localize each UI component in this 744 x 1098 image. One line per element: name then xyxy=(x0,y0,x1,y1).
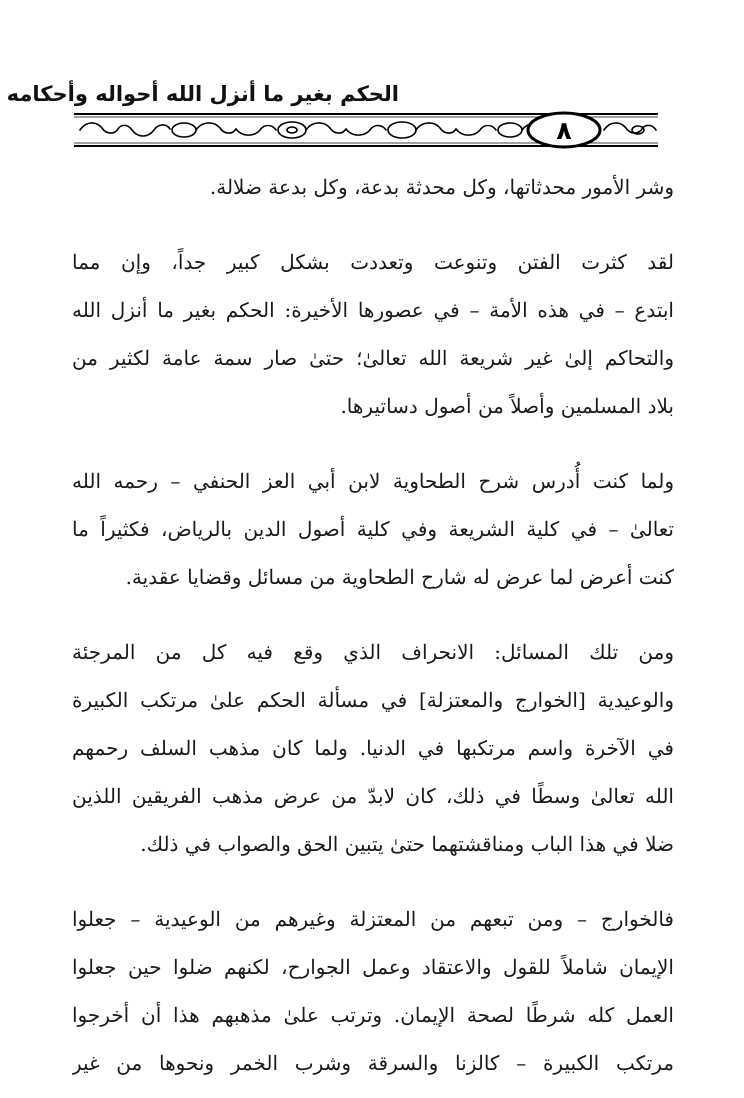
body-text xyxy=(72,163,674,1087)
text-line: في الآخرة واسم مرتكبها في الدنيا. ولما كان مذهب السلف رحمهم xyxy=(72,736,674,760)
text-line: ومن تلك المسائل: الانحراف الذي وقع فيه كل من المرجئة xyxy=(72,640,674,664)
text-line: كنت أعرض لما عرض له شارح الطحاوية من مسائل وقضايا عقدية. xyxy=(125,565,674,589)
text-line: بلاد المسلمين وأصلاً من أصول دساتيرها. xyxy=(340,394,674,418)
text-line: ابتدع – في هذه الأمة – في عصورها الأخيرة: الحكم بغير ما أنزل الله xyxy=(72,298,674,322)
text-line: والتحاكم إلىٰ غير شريعة الله تعالىٰ؛ حتىٰ صار سمة عامة لكثير من xyxy=(72,346,674,370)
text-line: الإيمان شاملاً للقول والاعتقاد وعمل الجوارح، لكنهم ضلوا حين جعلوا xyxy=(72,955,674,979)
paragraph xyxy=(72,457,674,601)
text-line: الله تعالىٰ وسطًا في ذلك، كان لابدّ من عرض مذهب الفريقين اللذين xyxy=(72,784,674,808)
text-line: لقد كثرت الفتن وتنوعت وتعددت بشكل كبير جداً، وإن مما xyxy=(72,250,674,274)
paragraph xyxy=(72,163,674,211)
text-line: ضلا في هذا الباب ومناقشتهما حتىٰ يتبين الحق والصواب في ذلك. xyxy=(140,832,674,856)
text-line: العمل كله شرطًا لصحة الإيمان. وترتب علىٰ مذهبهم هذا أن أخرجوا xyxy=(72,1003,674,1027)
text-line: تعالىٰ – في كلية الشريعة وفي كلية أصول الدين بالرياض، فكثيراً ما xyxy=(72,517,674,541)
text-line: ولما كنت أُدرس شرح الطحاوية لابن أبي العز الحنفي – رحمه الله xyxy=(72,469,674,493)
text-line: وشر الأمور محدثاتها، وكل محدثة بدعة، وكل بدعة ضلالة. xyxy=(209,175,674,199)
paragraph xyxy=(72,628,674,868)
text-line: فالخوارج – ومن تبعهم من المعتزلة وغيرهم من الوعيدية – جعلوا xyxy=(72,907,674,931)
text-line: مرتكب الكبيرة – كالزنا والسرقة وشرب الخمر ونحوها من غير xyxy=(72,1051,674,1075)
paragraph xyxy=(72,895,674,1087)
running-title: الحكم بغير ما أنزل الله أحواله وأحكامه xyxy=(6,82,399,106)
page-number: ٨ xyxy=(556,115,572,145)
paragraph xyxy=(72,238,674,430)
text-line: والوعيدية [الخوارج والمعتزلة] في مسألة الحكم علىٰ مرتكب الكبيرة xyxy=(72,688,674,712)
